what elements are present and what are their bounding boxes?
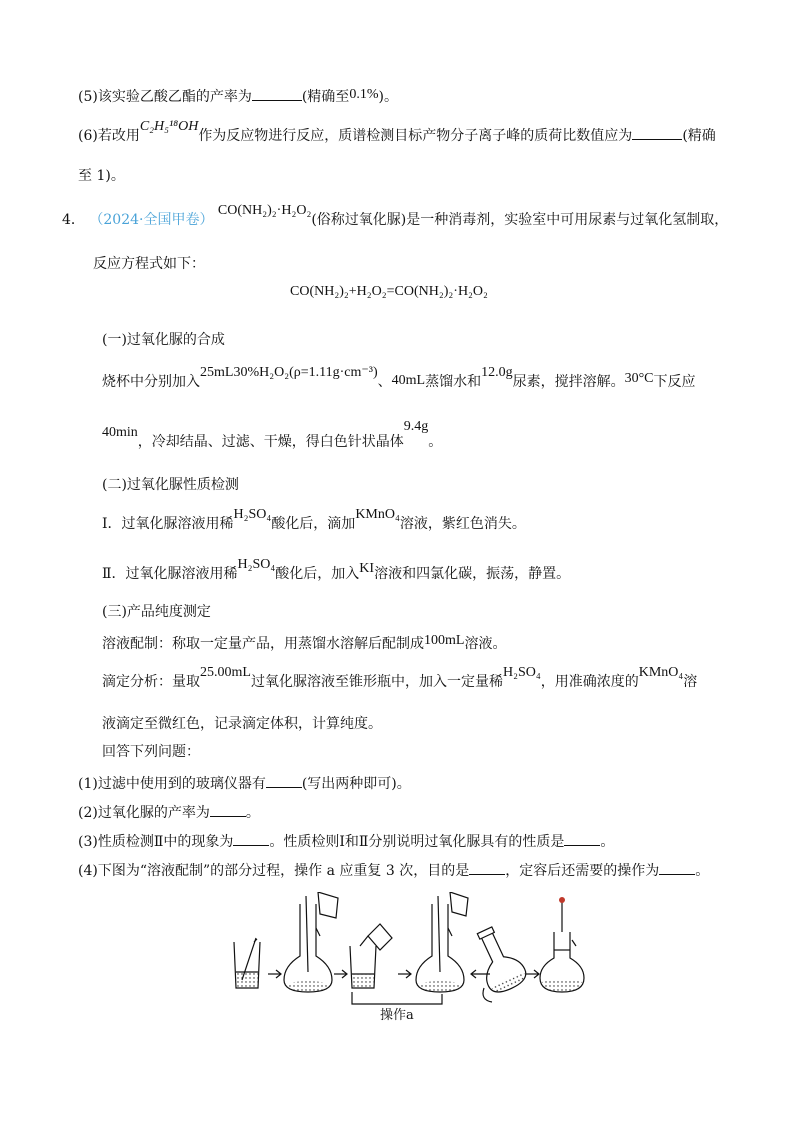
test-II: Ⅱ．过氧化脲溶液用稀H₂SO₄酸化后，加入KI溶液和四氯化碳，振荡，静置。 (102, 557, 571, 582)
answer-blank (266, 773, 302, 788)
question-1: (1)过滤中使用到的玻璃仪器有 (写出两种即可)。 (78, 773, 411, 794)
volumetric-flask-icon (416, 892, 468, 992)
urea-peroxide-formula: CO(NH₂)₂·H₂O₂ (217, 203, 312, 218)
arrow-icon (526, 970, 539, 978)
problem-4-header: 4． （2024·全国甲卷） CO(NH₂)₂·H₂O₂(俗称过氧化脲)是一种消毒剂，实验室中可用尿素与过氧化氢制取， (62, 203, 729, 228)
beaker-icon (234, 938, 260, 988)
answer-blank (469, 860, 505, 875)
titration-analysis: 滴定分析：量取25.00mL过氧化脲溶液至锥形瓶中，加入一定量稀H₂SO₄，用准确浓度的KMnO₄溶 (102, 665, 698, 690)
question-3: (3)性质检测Ⅱ中的现象为 。性质检则Ⅰ和Ⅱ分别说明过氧化脲具有的性质是 。 (78, 831, 614, 852)
titration-line2: 液滴定至微红色，记录滴定体积，计算纯度。 (102, 716, 382, 732)
rotation-arrow-icon (483, 988, 492, 1002)
arrow-icon (334, 970, 347, 978)
answer-blank (252, 86, 302, 101)
problem-4-line2: 反应方程式如下： (93, 256, 205, 272)
arrow-icon (268, 970, 281, 978)
section-2-heading: (二)过氧化脲性质检测 (102, 477, 239, 493)
question-6: (6)若改用C₂H₅¹⁸OH作为反应物进行反应，质谱检测目标产物分子离子峰的质荷比数值应为 (精确 (78, 119, 716, 144)
problem-number: 4． (62, 212, 85, 228)
section-1-heading: (一)过氧化脲的合成 (102, 332, 225, 348)
volumetric-flask-icon (284, 892, 338, 992)
section-1-line1: 烧杯中分别加入25mL30%H₂O₂(ρ=1.11g·cm⁻³)、40mL蒸馏水和12.0g尿素，搅拌溶解。30°C下反应 (102, 365, 696, 390)
figure-caption: 操作a (380, 1008, 414, 1023)
questions-intro: 回答下列问题： (102, 744, 200, 760)
dropper-bulb-icon (559, 897, 565, 903)
question-4: (4)下图为“溶液配制”的部分过程，操作 a 应重复 3 次，目的是 ，定容后还需要的操作为 。 (78, 860, 709, 881)
answer-blank (233, 831, 269, 846)
solution-preparation-figure (228, 892, 588, 1022)
answer-blank (564, 831, 600, 846)
shaking-flask-icon (466, 922, 529, 997)
dropper-flask-icon (540, 900, 584, 992)
section-3-heading: (三)产品纯度测定 (102, 604, 211, 620)
answer-blank (659, 860, 695, 875)
arrow-icon (398, 970, 411, 978)
question-6-line2: 至 1)。 (78, 168, 125, 184)
answer-blank (210, 802, 246, 817)
solution-prep: 溶液配制：称取一定量产品，用蒸馏水溶解后配制成100mL溶液。 (102, 633, 507, 652)
source-tag: （2024·全国甲卷） (89, 212, 214, 228)
test-I: I．过氧化脲溶液用稀H₂SO₄酸化后，滴加KMnO₄溶液，紫红色消失。 (102, 507, 526, 532)
wash-bottle-icon (350, 924, 392, 988)
section-1-line2: 40min，冷却结晶、过滤、干燥，得白色针状晶体9.4g。 (102, 419, 443, 450)
question-5: (5)该实验乙酸乙酯的产率为 (精确至0.1%)。 (78, 87, 398, 105)
question-2: (2)过氧化脲的产率为 。 (78, 802, 260, 823)
operation-a-bracket (352, 992, 442, 1004)
answer-blank (632, 125, 682, 140)
reaction-equation: CO(NH₂)₂+H₂O₂=CO(NH₂)₂·H₂O₂ (290, 284, 488, 299)
